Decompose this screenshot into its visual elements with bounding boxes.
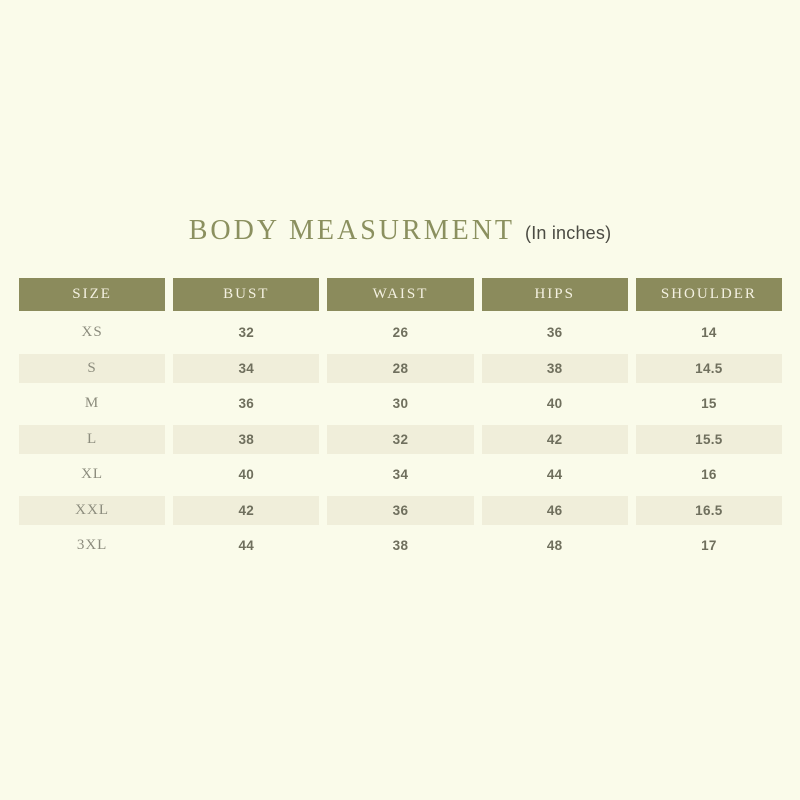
hips-value: 42 [482, 425, 628, 454]
shoulder-value: 16 [701, 467, 717, 483]
bust-value: 36 [238, 396, 255, 412]
waist-value: 36 [327, 496, 473, 525]
column-header-waist: WAIST [327, 278, 473, 311]
table-row-s [19, 351, 782, 387]
bust-value: 44 [238, 538, 255, 554]
column-header-shoulder: SHOULDER [636, 278, 782, 311]
chart-title-row [0, 215, 800, 247]
body-measurement-table [19, 278, 782, 564]
size-label: L [19, 425, 165, 454]
chart-title: BODY MEASURMENT [188, 215, 516, 246]
bust-value: 32 [238, 325, 255, 341]
bust-value: 38 [173, 425, 319, 454]
bust-value: 42 [173, 496, 319, 525]
shoulder-value: 15.5 [636, 425, 782, 454]
size-label: M [84, 395, 100, 412]
bust-value: 40 [238, 467, 255, 483]
waist-value: 30 [392, 396, 409, 412]
hips-value: 46 [482, 496, 628, 525]
shoulder-value: 15 [701, 396, 717, 412]
shoulder-value: 14.5 [636, 354, 782, 383]
waist-value: 34 [392, 467, 409, 483]
size-label: XL [81, 466, 104, 483]
table-row-m [19, 386, 782, 422]
chart-unit-label: (In inches) [525, 223, 612, 243]
waist-value: 32 [327, 425, 473, 454]
waist-value: 26 [392, 325, 409, 341]
waist-value: 28 [327, 354, 473, 383]
table-row-l [19, 422, 782, 458]
table-row-3xl [19, 528, 782, 564]
hips-value: 38 [482, 354, 628, 383]
table-row-xxl [19, 493, 782, 529]
table-row-xl [19, 457, 782, 493]
hips-value: 44 [546, 467, 563, 483]
waist-value: 38 [392, 538, 409, 554]
shoulder-value: 17 [701, 538, 717, 554]
hips-value: 40 [546, 396, 563, 412]
table-row-xs [19, 315, 782, 351]
shoulder-value: 14 [701, 325, 717, 341]
column-header-hips: HIPS [482, 278, 628, 311]
size-label: 3XL [76, 537, 108, 554]
table-header-row [19, 278, 782, 311]
size-label: XS [81, 324, 103, 341]
bust-value: 34 [173, 354, 319, 383]
size-label: S [19, 354, 165, 383]
column-header-bust: BUST [173, 278, 319, 311]
hips-value: 48 [546, 538, 563, 554]
column-header-size: SIZE [19, 278, 165, 311]
hips-value: 36 [546, 325, 563, 341]
size-label: XXL [19, 496, 165, 525]
shoulder-value: 16.5 [636, 496, 782, 525]
